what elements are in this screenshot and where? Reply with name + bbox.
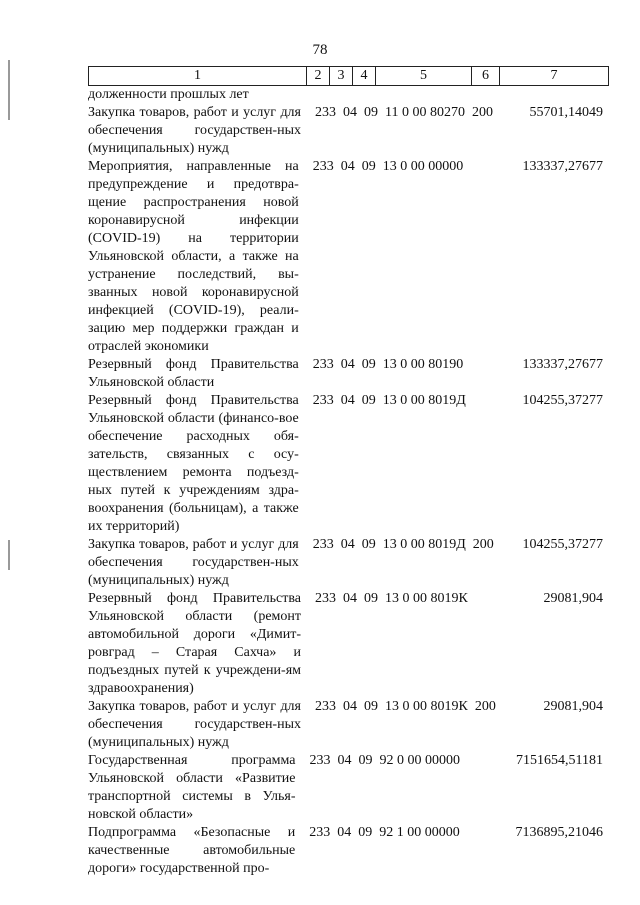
table-row bbox=[88, 824, 609, 878]
row-sum: 29081,904 bbox=[543, 699, 603, 714]
header-col-3: 3 bbox=[329, 67, 352, 85]
table-header bbox=[88, 66, 609, 86]
row-sum: 29081,904 bbox=[543, 591, 603, 606]
row-code: 233 04 09 13 0 00 8019Д bbox=[312, 393, 466, 408]
table-row bbox=[88, 86, 609, 104]
row-name: Резервный фонд Правительства Ульяновской области bbox=[88, 357, 299, 390]
row-sum: 133337,27677 bbox=[522, 357, 603, 372]
table-row bbox=[88, 356, 609, 392]
row-code: 233 04 09 13 0 00 8019Д 200 bbox=[312, 537, 494, 552]
row-name: Мероприятия, направленные на предупреждение и предотвра-щение распространения новой коронавирусной инфекции (COVID-19) на территории Ульяновской области, а также на устранение последствий, вы-званных новой коронавирусной инфекцией (COVID-19), реали-зацию мер поддержки граждан и отраслей экономики bbox=[88, 159, 299, 354]
margin-mark bbox=[8, 60, 10, 120]
page-number: 78 bbox=[312, 42, 328, 58]
row-name: Закупка товаров, работ и услуг для обеспечения государствен-ных (муниципальных) нужд bbox=[88, 537, 299, 588]
row-sum: 133337,27677 bbox=[522, 159, 603, 174]
header-col-1: 1 bbox=[194, 68, 201, 83]
row-code: 233 04 09 13 0 00 80190 bbox=[312, 357, 464, 372]
row-code: 233 04 09 92 0 00 00000 bbox=[309, 753, 460, 768]
margin-mark bbox=[8, 540, 10, 570]
row-code: 233 04 09 11 0 00 80270 200 bbox=[315, 105, 493, 120]
table-row bbox=[88, 590, 609, 698]
header-col-6: 6 bbox=[471, 67, 499, 85]
table-row bbox=[88, 392, 609, 536]
row-code: 233 04 09 13 0 00 00000 bbox=[312, 159, 464, 174]
header-col-2: 2 bbox=[306, 67, 329, 85]
row-name: Подпрограмма «Безопасные и качественные автомобильные дороги» государственной про- bbox=[88, 825, 296, 876]
row-sum: 55701,14049 bbox=[529, 105, 603, 120]
table-row bbox=[88, 104, 609, 158]
row-sum: 104255,37277 bbox=[522, 537, 603, 552]
row-code bbox=[307, 86, 527, 104]
table-row bbox=[88, 536, 609, 590]
table-row bbox=[88, 158, 609, 356]
row-name: Закупка товаров, работ и услуг для обеспечения государствен-ных (муниципальных) нужд bbox=[88, 699, 301, 750]
table-body bbox=[88, 86, 609, 878]
row-sum: 7151654,51181 bbox=[516, 753, 603, 768]
row-sum: 7136895,21046 bbox=[515, 825, 603, 840]
row-name: долженности прошлых лет bbox=[88, 87, 249, 102]
row-code: 233 04 09 13 0 00 8019К 200 bbox=[315, 699, 496, 714]
row-name: Государственная программа Ульяновской области «Развитие транспортной системы в Улья-новской области» bbox=[88, 753, 296, 822]
row-code: 233 04 09 92 1 00 00000 bbox=[309, 825, 460, 840]
header-col-5: 5 bbox=[375, 67, 471, 85]
row-name: Закупка товаров, работ и услуг для обеспечения государствен-ных (муниципальных) нужд bbox=[88, 105, 301, 156]
header-col-7: 7 bbox=[499, 67, 608, 85]
row-code: 233 04 09 13 0 00 8019К bbox=[315, 591, 468, 606]
row-sum: 104255,37277 bbox=[522, 393, 603, 408]
header-col-4: 4 bbox=[352, 67, 375, 85]
table-row bbox=[88, 752, 609, 824]
table-row bbox=[88, 698, 609, 752]
row-name: Резервный фонд Правительства Ульяновской области (ремонт автомобильной дороги «Димит-ровград – Старая Сахча» и подъездных путей к учреждени-ям здравоохранения) bbox=[88, 591, 301, 696]
row-name: Резервный фонд Правительства Ульяновской области (финансо-вое обеспечение расходных обя-зательств, связанных с осу-ществлением ремонта подъезд-ных путей к учреждениям здра-воохранения (больницам), а также их территорий) bbox=[88, 393, 299, 534]
row-sum bbox=[527, 86, 609, 104]
